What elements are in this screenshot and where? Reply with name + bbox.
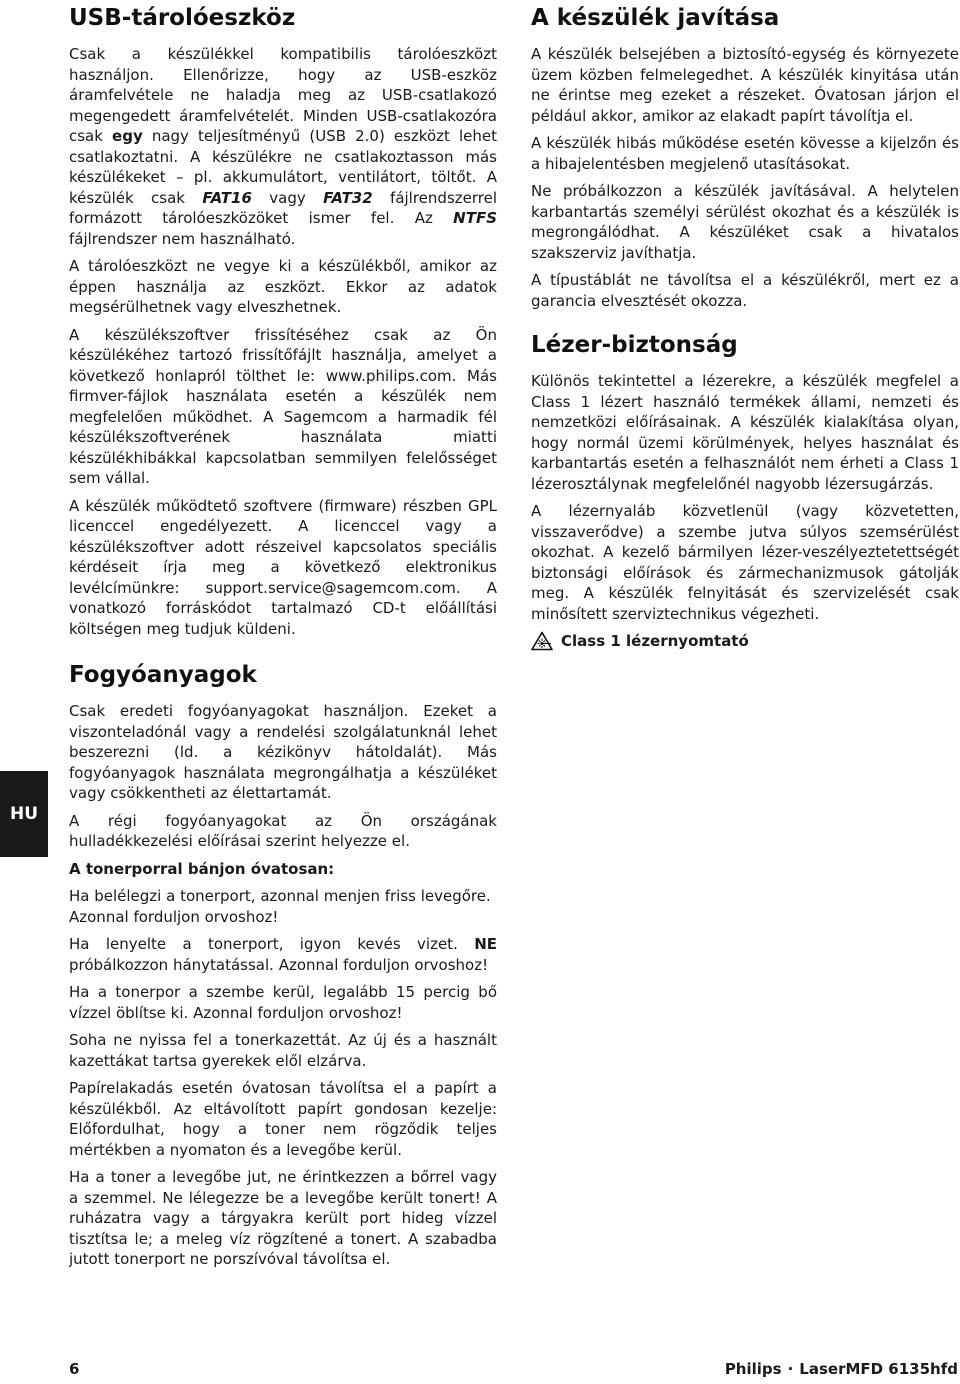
consumables-paragraph-3: Ha belélegzi a tonerport, azonnal menjen friss levegőre. Azonnal forduljon orvoshoz! bbox=[69, 887, 491, 926]
consumables-paragraph-7: Papírelakadás esetén óvatosan távolítsa el a papírt a készülékből. Az eltávolított papírt gondosan kezelje: Előfordulhat, hogy a toner nem rögződik teljes mértékben a nyomaton és a levegőbe kerül. bbox=[69, 1079, 497, 1159]
toner-caution-subheading: A tonerporral bánjon óvatosan: bbox=[69, 859, 335, 878]
repair-paragraph-3: Ne próbálkozzon a készülék javításával. A helytelen karbantartás személyi sérülést okozhat és a készülék is megrongálódhat. A készüléket csak a hivatalos szakszerviz javíthatja. bbox=[531, 182, 959, 262]
repair-paragraph-1: A készülék belsejében a biztosító-egység és környezete üzem közben felmelegedhet. A készülék kinyitása után ne érintse meg ezeket a részeket. Óvatosan járjon el például akkor, amikor az elakadt papírt távolítja el. bbox=[531, 45, 959, 125]
laser-warning-label: Class 1 lézernyomtató bbox=[561, 632, 749, 650]
language-tab-label: HU bbox=[9, 804, 39, 824]
usb-paragraph-3: A készülékszoftver frissítéséhez csak az Ön készülékéhez tartozó frissítőfájlt használja, amelyet a következő honlapról tölthet le: www.philips.com. Más firmver-fájlok használata esetén a készülék nem megfelelően működhet. A Sagemcom a harmadik fél készülékszoftverének használata miatti készülékhibákkal kapcsolatban semmilyen felelősséget sem vállal. bbox=[69, 325, 497, 487]
usb-paragraph-1: Csak a készülékkel kompatibilis tárolóeszközt használjon. Ellenőrizze, hogy az USB-eszköz áramfelvétele ne haladja meg az USB-csatlakozó megengedett áramfelvételét. Minden USB-csatlakozóra csak egy nagy teljesítményű (USB 2.0) eszközt lehet csatlakoztatni. A készülékre ne csatlakoztasson más készülékeket – pl. akkumulátort, ventilátort, töltőt. A készülék csak FAT16 vagy FAT32 fájlrendszerrel formázott tárolóeszközöket ismer fel. Az NTFS fájlrendszer nem használható. bbox=[69, 45, 497, 248]
laser-paragraph-2: A lézernyaláb közvetlenül (vagy közvetetten, visszaverődve) a szembe jutva súlyos szemsérülést okozhat. A kezelő bármilyen lézer-veszélyeztetettségét biztonsági előírások és zármechanizmusok gátolják meg. A készülék felnyitását és szervizelését csak minősített szerviztechnikus végezheti. bbox=[531, 502, 959, 623]
consumables-paragraph-4: Ha lenyelte a tonerport, igyon kevés vizet. NE próbálkozzon hánytatással. Azonnal forduljon orvoshoz! bbox=[69, 935, 497, 974]
footer-product bbox=[725, 1359, 958, 1379]
consumables-paragraph-8: Ha a toner a levegőbe jut, ne érintkezzen a bőrrel vagy a szemmel. Ne lélegezze be a levegőbe került tonert! A ruházatra vagy a tárgyakra került port hideg vízzel tisztítsa le; a meleg víz rögzítené a tonert. A szabadba jutott tonerport ne porszívóval távolítsa el. bbox=[69, 1168, 497, 1268]
footer-separator: · bbox=[787, 1360, 794, 1378]
repair-heading: A készülék javítása bbox=[531, 5, 780, 31]
usb-paragraph-2: A tárolóeszközt ne vegye ki a készülékből, amikor az éppen használja az eszközt. Ekkor az adatok megsérülhetnek vagy elveszhetnek. bbox=[69, 257, 497, 316]
consumables-heading: Fogyóanyagok bbox=[69, 662, 257, 688]
page-footer bbox=[69, 1359, 958, 1379]
left-column bbox=[69, 0, 497, 1277]
page-number: 6 bbox=[69, 1360, 80, 1378]
consumables-paragraph-1: Csak eredeti fogyóanyagokat használjon. Ezeket a viszonteladónál vagy a rendelési szolgálatunknál lehet beszerezni (ld. a kézikönyv hátoldalát). Más fogyóanyagok használata megrongálhatja a készüléket vagy csökkentheti az élettartamát. bbox=[69, 702, 497, 802]
laser-warning-icon bbox=[531, 631, 553, 651]
repair-paragraph-4: A típustáblát ne távolítsa el a készülékről, mert ez a garancia elvesztését okozza. bbox=[531, 271, 959, 310]
consumables-paragraph-2: A régi fogyóanyagokat az Ön országának hulladékkezelési előírásai szerint helyezze el. bbox=[69, 811, 497, 850]
laser-class-warning bbox=[531, 631, 959, 651]
consumables-paragraph-6: Soha ne nyissa fel a tonerkazettát. Az új és a használt kazettákat tartsa gyerekek elől elzárva. bbox=[69, 1031, 497, 1070]
consumables-paragraph-5: Ha a tonerpor a szembe kerül, legalább 15 percig bő vízzel öblítse ki. Azonnal forduljon orvoshoz! bbox=[69, 983, 497, 1022]
footer-model: LaserMFD 6135hfd bbox=[799, 1360, 958, 1378]
usb-storage-heading: USB-tárolóeszköz bbox=[69, 5, 296, 31]
right-column bbox=[531, 0, 959, 651]
laser-paragraph-1: Különös tekintettel a lézerekre, a készülék megfelel a Class 1 lézert használó termékek állami, nemzeti és nemzetközi előírásainak. A készülék kialakítása olyan, hogy normál üzemi körülmények, helyes használat és karbantartás esetén a felhasználót nem érheti a Class 1 lézerosztálynak megfelelőnél nagyobb lézersugárzás. bbox=[531, 372, 959, 493]
laser-safety-heading: Lézer-biztonság bbox=[531, 332, 738, 358]
language-tab bbox=[0, 771, 48, 857]
repair-paragraph-2: A készülék hibás működése esetén kövesse a kijelzőn és a hibajelentésben megjelenő utasításokat. bbox=[531, 134, 959, 173]
footer-brand: Philips bbox=[724, 1360, 782, 1378]
usb-paragraph-4: A készülék működtető szoftvere (firmware) részben GPL licenccel engedélyezett. A licenccel vagy a készülékszoftver adott részeivel kapcsolatos speciális kérdéseit írja meg a következő elektronikus levélcímünkre: support.service@sagemcom.com. A vonatkozó forráskódot tartalmazó CD-t előállítási költségen meg tudjuk küldeni. bbox=[69, 496, 497, 638]
